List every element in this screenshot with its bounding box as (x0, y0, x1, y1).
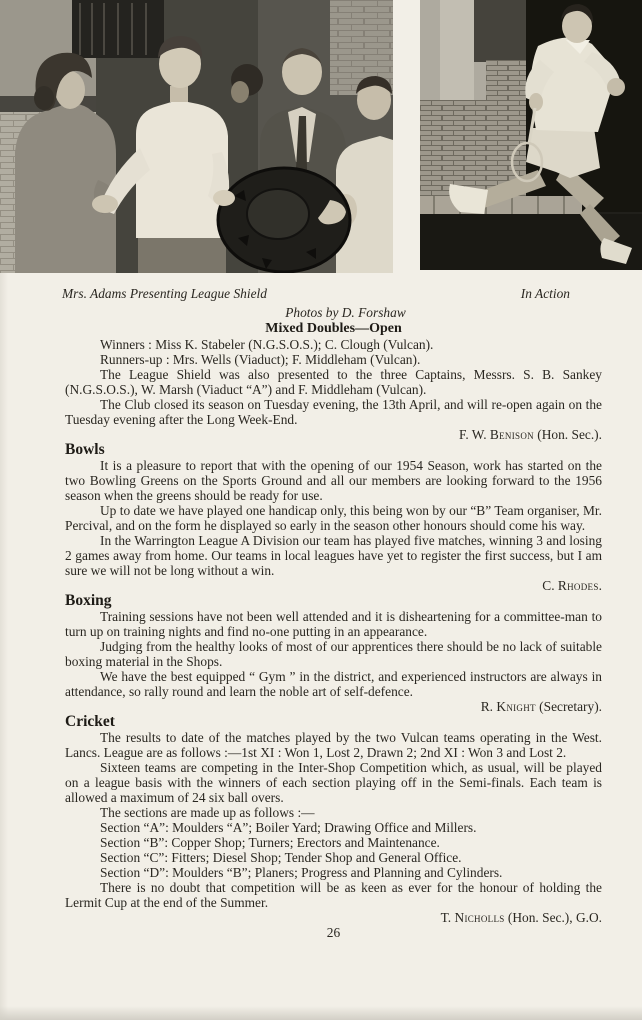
scan-gutter-shade (0, 273, 8, 1020)
section-a-line: Section “A”: Moulders “A”; Boiler Yard; Drawing Office and Millers. (100, 820, 477, 835)
paragraph: Training sessions have not been well attended and it is disheartening for a committee-man to turn up on training nights and find no-one putting in an appearance. (65, 609, 602, 639)
signature-name: Benison (489, 427, 534, 442)
heading-bowls: Bowls (65, 441, 105, 458)
section-b-line: Section “B”: Copper Shop; Turners; Erectors and Maintenance. (100, 835, 440, 850)
paragraph: In the Warrington League A Division our team has played five matches, winning 3 and losing 2 games away from home. Our teams in local leagues have yet to register the first success, but I am sure we will not be long without a win. (65, 533, 602, 578)
photo-league-shield-presentation (0, 0, 393, 273)
runners-up-line: Runners-up : Mrs. Wells (Viaduct); F. Middleham (Vulcan). (100, 352, 421, 367)
signature-nicholls (65, 910, 602, 925)
paragraph: The results to date of the matches played by the two Vulcan teams operating in the West. Lancs. League are as follows :—1st XI : Won 1, Lost 2, Drawn 2; 2nd XI : Won 3 and Lost 2. (65, 730, 602, 760)
paragraph: We have the best equipped “ Gym ” in the district, and experienced instructors are always in attendance, so rally round and learn the noble art of self-defence. (65, 669, 602, 699)
signature-benison (65, 427, 602, 442)
photo-captions (0, 273, 642, 301)
article-content (65, 321, 602, 940)
signature-suffix: (Hon. Sec.), G.O. (504, 910, 602, 925)
article-area (0, 273, 642, 940)
scan-bottom-shade (0, 1006, 642, 1020)
heading-mixed-doubles: Mixed Doubles—Open (265, 321, 402, 336)
paragraph: The League Shield was also presented to the three Captains, Messrs. S. B. Sankey (N.G.S.O.S.), W. Marsh (Viaduct “A”) and F. Middleham (Vulcan). (65, 367, 602, 397)
paragraph: Judging from the healthy looks of most of our apprentices there should be no lack of suitable boxing material in the Shops. (65, 639, 602, 669)
photo-right-illustration (420, 0, 642, 270)
paragraph: It is a pleasure to report that with the opening of our 1954 Season, work has started on the two Bowling Greens on the Sports Ground and all our members are looking forward to the 1956 season when the greens should be ready for use. (65, 458, 602, 503)
photo-left-illustration (0, 0, 393, 273)
signature-suffix: . (598, 578, 602, 593)
signature-initials: T. (440, 910, 455, 925)
page-number: 26 (326, 925, 341, 940)
paragraph: Sixteen teams are competing in the Inter-Shop Competition which, as usual, will be played on a league basis with the winners of each section playing off in the Semi-finals. Each team is allowed a maximum of 24 six ball overs. (65, 760, 602, 805)
signature-initials: F. W. (458, 427, 490, 442)
signature-initials: C. (542, 578, 558, 593)
signature-initials: R. (480, 699, 497, 714)
signature-knight (65, 699, 602, 714)
photo-badminton-action (420, 0, 642, 270)
section-c-line: Section “C”: Fitters; Diesel Shop; Tender Shop and General Office. (100, 850, 462, 865)
signature-name: Rhodes (557, 578, 599, 593)
caption-right: In Action (520, 286, 570, 301)
paragraph: There is no doubt that competition will be as keen as ever for the honour of holding the Lermit Cup at the end of the Summer. (65, 880, 602, 910)
signature-suffix: (Secretary). (535, 699, 602, 714)
paragraph: Up to date we have played one handicap only, this being won by our “B” Team organiser, Mr. Percival, and on the form he displayed so early in the season other honours should come his way. (65, 503, 602, 533)
photo-credit: Photos by D. Forshaw (285, 305, 406, 320)
signature-suffix: (Hon. Sec.). (533, 427, 602, 442)
winners-line: Winners : Miss K. Stabeler (N.G.S.O.S.); C. Clough (Vulcan). (100, 337, 434, 352)
sections-intro-line: The sections are made up as follows :— (100, 805, 315, 820)
heading-cricket: Cricket (65, 713, 115, 730)
signature-name: Nicholls (454, 910, 505, 925)
heading-boxing: Boxing (65, 592, 112, 609)
section-d-line: Section “D”: Moulders “B”; Planers; Progress and Planning and Cylinders. (100, 865, 503, 880)
signature-name: Knight (496, 699, 536, 714)
signature-rhodes (65, 578, 602, 593)
paragraph: The Club closed its season on Tuesday evening, the 13th April, and will re-open again on the Tuesday evening after the Long Week-End. (65, 397, 602, 427)
caption-left: Mrs. Adams Presenting League Shield (62, 286, 267, 301)
